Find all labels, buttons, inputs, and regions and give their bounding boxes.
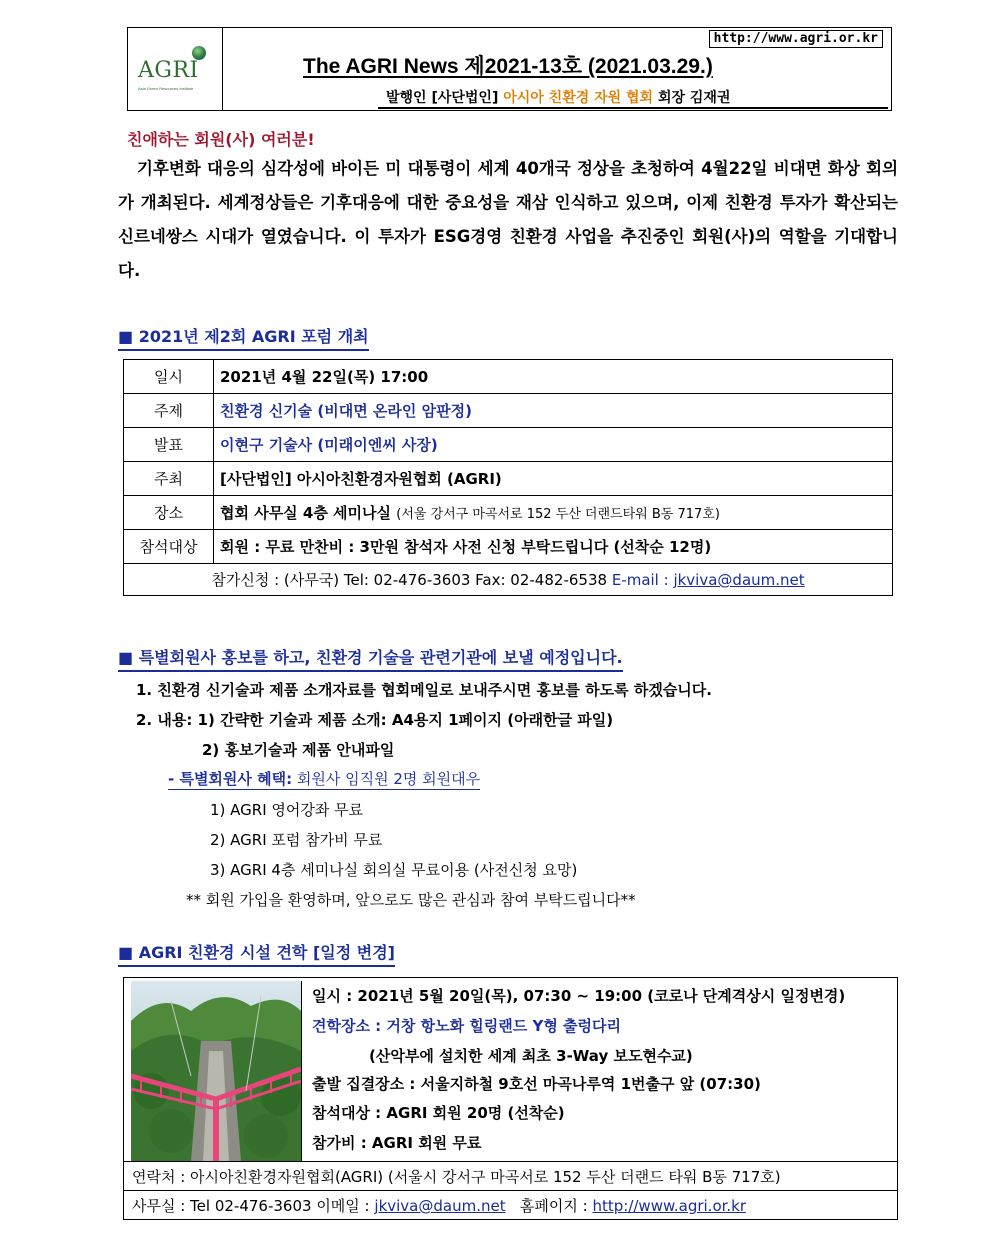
bridge-photo <box>131 981 302 1161</box>
row-value: 이현구 기술사 (미래이엔씨 사장) <box>214 428 893 462</box>
venue-address: (서울 강서구 마곡서로 152 두산 더랜드타워 B동 717호) <box>396 507 720 522</box>
newsletter-title: The AGRI News 제2021-13호 (2021.03.29.) <box>303 55 713 78</box>
email-link[interactable]: jkviva@daum.net <box>673 571 805 589</box>
header-underline <box>378 107 888 109</box>
special-item-1: 1. 친환경 신기술과 제품 소개자료를 협회메일로 보내주시면 홍보를 하도록 하겠습니다. <box>136 681 712 699</box>
intro-paragraph <box>118 152 898 288</box>
bridge-illustration <box>131 981 301 1161</box>
benefit-3: 3) AGRI 4층 세미나실 회의실 무료이용 (사전신청 요망) <box>210 861 578 879</box>
publisher-suffix: 회장 김재권 <box>657 90 731 106</box>
row-label: 참석대상 <box>124 530 214 564</box>
homepage-label: 홈페이지 : <box>519 1197 588 1215</box>
special-item-2: 2. 내용: 1) 간략한 기술과 제품 소개: A4용지 1페이지 (아래한글 파일) <box>136 711 614 729</box>
benefit-2: 2) AGRI 포럼 참가비 무료 <box>210 831 383 849</box>
office-prefix: 사무실 : Tel 02-476-3603 이메일 : <box>132 1197 370 1215</box>
site-url[interactable]: http://www.agri.or.kr <box>709 30 883 48</box>
table-row <box>124 496 893 530</box>
special-item-2b: 2) 홍보기술과 제품 안내파일 <box>202 741 395 759</box>
greeting: 친애하는 회원(사) 여러분! <box>127 130 315 149</box>
logo-text: AGRI <box>138 58 199 83</box>
row-label: 일시 <box>124 360 214 394</box>
benefit-label: - 특별회원사 혜택: <box>168 770 293 788</box>
tour-date: 일시 : 2021년 5월 20일(목), 07:30 ~ 19:00 (코로나 단계격상시 일정변경) <box>312 987 846 1005</box>
row-value: [사단법인] 아시아친환경자원협회 (AGRI) <box>214 462 893 496</box>
divider <box>124 1190 897 1191</box>
tour-contact: 연락처 : 아시아친환경자원협회(AGRI) (서울시 강서구 마곡서로 152 두산 더랜드 타워 B동 717호) <box>132 1168 781 1186</box>
forum-heading: ■ 2021년 제2회 AGRI 포럼 개최 <box>118 324 369 351</box>
email-label: E-mail : <box>611 571 669 589</box>
benefit-line <box>168 768 480 790</box>
tour-target: 참석대상 : AGRI 회원 20명 (선착순) <box>312 1104 565 1122</box>
intro-text: 기후변화 대응의 심각성에 바이든 미 대통령이 세계 40개국 정상을 초청하여 4월22일 비대면 화상 회의가 개최된다. 세계정상들은 기후대응에 대한 중요성을 재삼 인식하고 있으며, 이제 친환경 투자가 확산되는 신르네쌍스 시대가 열였습니다. 이 투자가 ESG경영 친환경 사업을 추진중인 회원(사)의 역할을 기대합니다. <box>118 159 899 280</box>
tour-place-desc: (산악부에 설치한 세계 최초 3-Way 보도현수교) <box>369 1047 693 1065</box>
apply-info <box>124 564 893 596</box>
table-row <box>124 428 893 462</box>
office-line <box>132 1195 746 1216</box>
table-row <box>124 530 893 564</box>
row-value <box>214 496 893 530</box>
table-row <box>124 360 893 394</box>
row-value: 2021년 4월 22일(목) 17:00 <box>214 360 893 394</box>
row-value: 회원 : 무료 만찬비 : 3만원 참석자 사전 신청 부탁드립니다 (선착순 12명) <box>214 530 893 564</box>
newsletter-header <box>127 27 892 111</box>
homepage-link[interactable]: http://www.agri.or.kr <box>592 1197 747 1215</box>
special-heading: ■ 특별회원사 홍보를 하고, 친환경 기술을 관련기관에 보낼 예정입니다. <box>118 645 623 672</box>
publisher-org: 아시아 친환경 자원 협회 <box>503 90 654 106</box>
row-label: 주제 <box>124 394 214 428</box>
tour-meeting-point: 출발 집결장소 : 서울지하철 9호선 마곡나루역 1번출구 앞 (07:30) <box>312 1075 761 1093</box>
logo <box>128 28 223 110</box>
table-row <box>124 462 893 496</box>
benefit-value: 회원사 임직원 2명 회원대우 <box>296 770 481 788</box>
membership-note: ** 회원 가입을 환영하며, 앞으로도 많은 관심과 참여 부탁드립니다** <box>186 891 636 909</box>
row-label: 발표 <box>124 428 214 462</box>
tour-place: 견학장소 : 거창 항노화 힐링랜드 Y형 출렁다리 <box>312 1017 622 1035</box>
table-row <box>124 394 893 428</box>
logo-subtitle: Asia Green Resources Institute <box>138 86 194 91</box>
forum-table <box>123 359 893 596</box>
divider <box>124 1161 897 1162</box>
publisher-line <box>386 87 730 107</box>
apply-text: 참가신청 : (사무국) Tel: 02-476-3603 Fax: 02-482-6538 <box>211 571 608 589</box>
tour-box <box>123 977 898 1220</box>
benefit-1: 1) AGRI 영어강좌 무료 <box>210 801 364 819</box>
tour-heading: ■ AGRI 친환경 시설 견학 [일정 변경] <box>118 940 395 967</box>
tour-fee: 참가비 : AGRI 회원 무료 <box>312 1134 482 1152</box>
venue-name: 협회 사무실 4층 세미나실 <box>220 504 392 522</box>
row-value: 친환경 신기술 (비대면 온라인 암판정) <box>214 394 893 428</box>
office-email-link[interactable]: jkviva@daum.net <box>374 1197 506 1215</box>
table-row <box>124 564 893 596</box>
publisher-prefix: 발행인 [사단법인] <box>386 90 499 106</box>
row-label: 주최 <box>124 462 214 496</box>
row-label: 장소 <box>124 496 214 530</box>
